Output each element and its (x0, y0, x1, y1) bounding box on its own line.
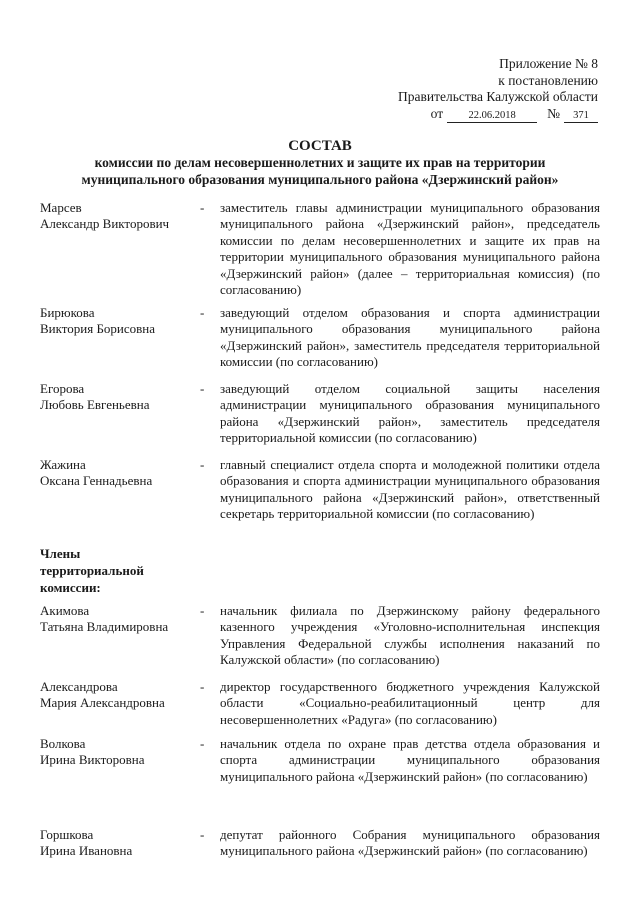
surname: Акимова (40, 603, 90, 618)
person-name (40, 200, 200, 232)
role-description: начальник отдела по охране прав детства отдела образования и спорта администрации муниципального образования муниципального района «Дзержинский район» (по согласованию) (220, 736, 600, 784)
dash: - (200, 200, 205, 215)
attachment-number: Приложение № 8 (499, 56, 598, 71)
given-name: Ирина Ивановна (40, 843, 133, 858)
dash: - (200, 381, 205, 396)
number-label: № (547, 105, 560, 121)
given-name: Виктория Борисовна (40, 321, 156, 336)
given-name: Оксана Геннадьевна (40, 473, 153, 488)
government-name: Правительства Калужской области (397, 89, 598, 104)
attachment-block (398, 56, 598, 123)
document-title: СОСТАВ (288, 138, 352, 154)
surname: Марсев (40, 200, 82, 215)
date-number-line (398, 106, 598, 123)
person-name (40, 736, 200, 768)
given-name: Любовь Евгеньевна (40, 397, 150, 412)
dash: - (200, 679, 205, 694)
role-description: главный специалист отдела спорта и молодежной политики отдела образования и спорта администрации муниципального образования муниципального района «Дзержинский район», ответственный секретарь территориальной комиссии (по согласованию) (220, 457, 600, 522)
surname: Бирюкова (40, 305, 95, 320)
surname: Волкова (40, 736, 86, 751)
dash: - (200, 736, 205, 751)
given-name: Татьяна Владимировна (40, 619, 169, 634)
person-name (40, 381, 200, 413)
role-description: заведующий отделом образования и спорта администрации муниципального образования муниципального района «Дзержинский район», заместитель председателя территориальной комиссии (по согласованию) (220, 305, 600, 370)
role-description: директор государственного бюджетного учреждения Калужской области «Социально-реабилитационный центр для несовершеннолетних «Радуга» (по согласованию) (220, 679, 600, 727)
surname: Александрова (40, 679, 118, 694)
members-heading: Члены территориальной комиссии: (40, 546, 144, 595)
document-subtitle: комиссии по делам несовершеннолетних и защите их прав на территории муниципального образования муниципального района «Дзержинский район» (81, 155, 559, 187)
dash: - (200, 827, 205, 842)
role-description: заместитель главы администрации муниципального образования муниципального района «Дзержинский район», председатель комиссии по делам несовершеннолетних и защите их прав на территории муниципального образования муниципального района «Дзержинский район» (далее – территориальная комиссия) (по согласованию) (220, 200, 600, 298)
dash: - (200, 603, 205, 618)
surname: Горшкова (40, 827, 94, 842)
surname: Жажина (40, 457, 86, 472)
role-description: депутат районного Собрания муниципального образования муниципального района «Дзержинский район» (по согласованию) (220, 827, 600, 859)
role-description: заведующий отделом социальной защиты населения администрации муниципального образования муниципального района «Дзержинский район», заместитель председателя территориальной комиссии (по согласованию) (220, 381, 600, 446)
dash: - (200, 457, 205, 472)
person-name (40, 603, 200, 635)
dash: - (200, 305, 205, 320)
role-description: начальник филиала по Дзержинскому району федерального казенного учреждения «Уголовно-исполнительная инспекция Управления Федеральной службы исполнения наказаний по Калужской области» (по согласованию) (220, 603, 600, 668)
person-name (40, 305, 200, 337)
given-name: Александр Викторович (40, 216, 170, 231)
person-name (40, 679, 200, 711)
person-name (40, 827, 200, 859)
to-resolution: к постановлению (498, 72, 598, 88)
resolution-date: 22.06.2018 (447, 109, 537, 123)
from-label: от (430, 105, 444, 121)
given-name: Ирина Викторовна (40, 752, 145, 767)
resolution-number: 371 (564, 109, 598, 123)
given-name: Мария Александровна (40, 695, 165, 710)
person-name (40, 457, 200, 489)
surname: Егорова (40, 381, 85, 396)
